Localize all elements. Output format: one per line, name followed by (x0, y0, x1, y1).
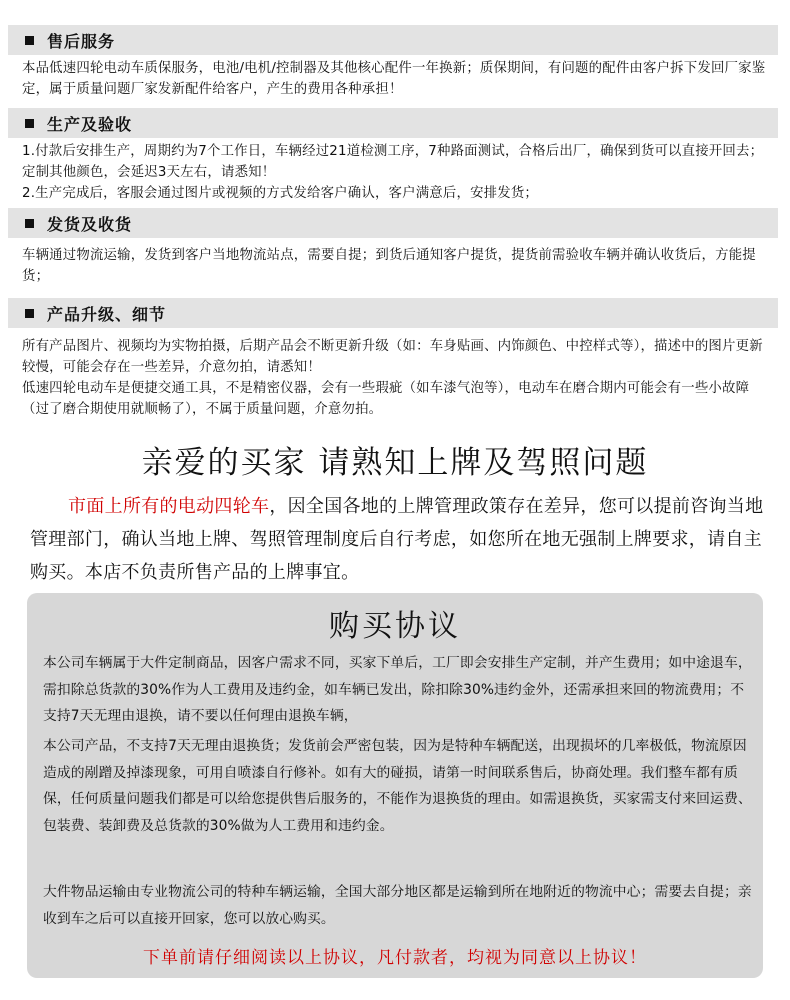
square-bullet-icon (25, 36, 34, 45)
section-text: 低速四轮电动车是便捷交通工具，不是精密仪器，会有一些瑕疵（如车漆气泡等），电动车在磨合期内可能会有一些小故障（过了磨合期使用就顺畅了），不属于质量问题，介意勿拍。 (22, 381, 750, 417)
notice-highlight: 市面上所有的电动四轮车 (68, 496, 270, 517)
section-title: 生产及验收 (47, 114, 133, 134)
section-title: 售后服务 (47, 31, 116, 51)
agreement-paragraph: 本公司车辆属于大件定制商品，因客户需求不同，买家下单后，工厂即会安排生产定制，并产生费用；如中途退车，需扣除总货款的30%作为人工费用及违约金，如车辆已发出，除扣除30%违约金外，还需承担来回的物流费用；不支持7天无理由退换，请不要以任何理由退换车辆， (43, 655, 752, 724)
section-text: 1.付款后安排生产，周期约为7个工作日，车辆经过21道检测工序，7种路面测试，合格后出厂，确保到货可以直接开回去；定制其他颜色，会延迟3天左右，请悉知！ (22, 144, 764, 180)
agreement-title: 购买协议 (329, 609, 461, 644)
agreement-paragraph: 本公司产品，不支持7天无理由退换货；发货前会严密包装，因为是特种车辆配送，出现损坏的几率极低，物流原因造成的剐蹭及掉漆现象，可用自喷漆自行修补。如有大的碰损，请第一时间联系售后，协商处理。我们整车都有质保，任何质量问题我们都是可以给您提供售后服务的，不能作为退换货的理由。如需退换货，买家需支付来回运费、包装费、装卸费及总货款的30%做为人工费用和违约金。 (43, 738, 752, 834)
section-text: 2.生产完成后，客服会通过图片或视频的方式发给客户确认，客户满意后，安排发货； (22, 186, 539, 201)
section-text: 本品低速四轮电动车质保服务，电池/电机/控制器及其他核心配件一年换新；质保期间，有问题的配件由客户拆下发回厂家鉴定，属于质量问题厂家发新配件给客户，产生的费用各种承担！ (22, 61, 766, 97)
section-title: 产品升级、细节 (47, 304, 167, 324)
square-bullet-icon (25, 119, 34, 128)
section-text: 所有产品图片、视频均为实物拍摄，后期产品会不断更新升级（如：车身贴画、内饰颜色、中控样式等），描述中的图片更新较慢，可能会存在一些差异，介意勿拍，请悉知！ (22, 339, 763, 375)
section-header-production (8, 108, 778, 138)
section-header-product-details (8, 298, 778, 328)
section-title: 发货及收货 (47, 214, 133, 234)
section-header-after-sales (8, 25, 778, 55)
agreement-panel (27, 593, 763, 978)
notice-text (30, 490, 768, 589)
notice-heading: 亲爱的买家 请熟知上牌及驾照问题 (141, 445, 649, 481)
section-text: 车辆通过物流运输，发货到客户当地物流站点，需要自提；到货后通知客户提货，提货前需验收车辆并确认收货后，方能提货； (22, 248, 756, 284)
square-bullet-icon (25, 309, 34, 318)
square-bullet-icon (25, 219, 34, 228)
notice-body: ，因全国各地的上牌管理政策存在差异，您可以提前咨询当地管理部门，确认当地上牌、驾照管理制度后自行考虑，如您所在地无强制上牌要求，请自主购买。本店不负责所售产品的上牌事宜。 (30, 496, 764, 583)
section-header-shipping (8, 208, 778, 238)
agreement-paragraph: 大件物品运输由专业物流公司的特种车辆运输，全国大部分地区都是运输到所在地附近的物流中心；需要去自提；亲收到车之后可以直接开回家，您可以放心购买。 (43, 884, 752, 927)
agreement-footer: 下单前请仔细阅读以上协议，凡付款者，均视为同意以上协议！ (143, 948, 647, 968)
